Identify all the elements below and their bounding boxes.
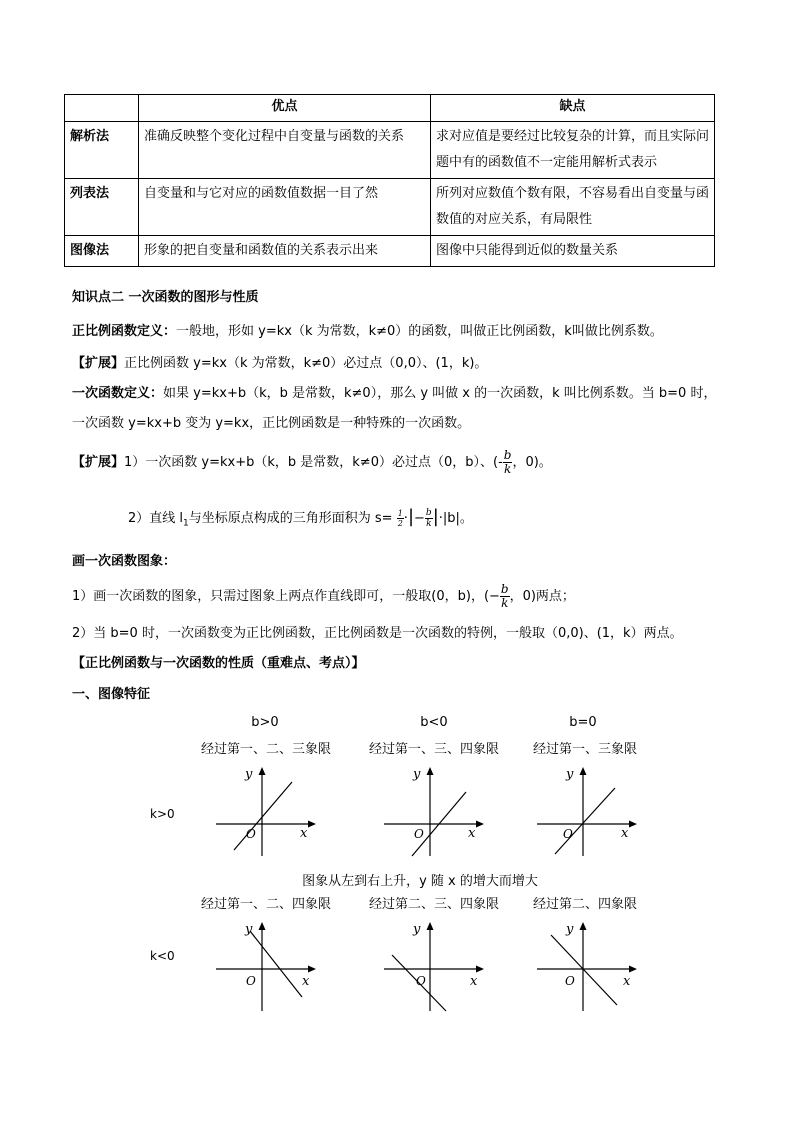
extension-1 [72,354,487,374]
y-axis-label: y [566,767,574,782]
fraction-numerator: b [503,448,512,462]
definition-text: 一般地，形如 y=kx（k 为常数，k≠0）的函数，叫做正比例函数，k叫做比例系数。 [176,324,663,339]
fraction-denominator: k [501,596,509,610]
graph-kpos-bzero [533,762,643,860]
fraction-b-over-k [500,583,510,610]
origin-label: O [246,974,256,988]
comparison-table [64,94,715,267]
properties-title-b: 重难点、考点 [267,656,346,671]
fraction-half [397,509,404,528]
origin-label: O [246,827,256,841]
b-label: b>0 [251,715,279,730]
k-positive-label: k>0 [150,807,175,821]
graph-kneg-bzero [533,917,643,1015]
section-title: 知识点二 一次函数的图形与性质 [72,290,259,305]
b-label: b<0 [420,715,448,730]
origin-label: O [565,974,575,988]
definition-label: 正比例函数定义： [72,324,177,339]
area-formula: 2）直线 $l_1$与坐标原点构成的三角形面积为 s= $\frac{1}{2}$ ·|− $\frac{b}{k}$ |·|b|。 [128,506,473,529]
method-con: 求对应值是要经过比较复杂的计算，而且实际问题中有的函数值不一定能用解析式表示 [431,122,715,179]
area-tail: ·|b|。 [438,511,473,526]
table-header-row [65,95,715,122]
x-axis-label: x [468,826,476,841]
proportional-definition [72,322,663,342]
method-con: 所列对应数值个数有限，不容易看出自变量与函数值的对应关系，有局限性 [431,179,715,236]
k-negative-label: k<0 [150,949,175,963]
fraction-b-over-k-small [425,508,433,529]
feature-title: 一、图像特征 [72,687,151,702]
properties-title-c: ）】 [345,656,365,671]
x-axis-label: x [300,826,308,841]
draw-step-1-text: 1）画一次函数的图象，只需过图象上两点作直线即可，一般取(0，b)，(− [72,589,500,604]
draw-step-2: 2）当 b=0 时，一次函数变为正比例函数，正比例函数是一次函数的特例，一般取（0,0)、(1，k）两点。 [72,626,683,641]
y-axis-label: y [413,922,421,937]
fraction-denominator: k [503,462,512,476]
graph-kneg-bpos [212,917,322,1015]
quadrant-caption: 经过第二、四象限 [532,897,637,912]
b-label: b=0 [569,715,597,730]
linear-definition-cont: 一次函数 y=kx+b 变为 y=kx，正比例函数是一种特殊的一次函数。 [72,416,471,431]
k-positive-summary: 图象从左到右上升，y 随 x 的增大而增大 [302,874,538,889]
extension-2 [72,448,552,478]
quadrant-caption: 经过第一、二、四象限 [200,897,331,912]
properties-title-a: 【正比例函数与一次函数的性质（ [72,656,268,671]
fraction-numerator: b [425,508,432,518]
table-row [65,236,715,267]
graph-kneg-bneg [380,917,490,1015]
definition-text: 如果 y=kx+b（k，b 是常数，k≠0），那么 y 叫做 x 的一次函数，k 叫比例系数。当 b=0 时， [163,386,717,401]
extension-text: 正比例函数 y=kx（k 为常数，k≠0）必过点（0,0）、(1，k)。 [124,356,488,371]
method-name: 图像法 [65,236,139,267]
area-text-2: 与坐标原点构成的三角形面积为 s= [188,511,393,526]
fraction-denominator: 2 [397,519,403,528]
draw-step-1-tail: ，0)两点； [509,589,575,604]
y-axis-label: y [245,922,253,937]
quadrant-caption: 经过第二、三、四象限 [368,897,499,912]
fraction-numerator: 1 [397,509,403,518]
quadrant-caption: 经过第一、二、三象限 [200,742,331,757]
minus-sign: − [414,511,425,526]
properties-title [72,654,365,674]
y-axis-label: y [413,767,421,782]
x-axis-label: x [302,974,310,989]
method-pro: 形象的把自变量和函数值的关系表示出来 [139,236,431,267]
draw-step-1 [72,582,575,612]
graph-kpos-bneg [380,762,490,860]
extension-label: 【扩展】 [72,455,125,470]
method-name: 解析法 [65,122,139,179]
extension-text: 1）一次函数 y=kx+b（k，b 是常数，k≠0）必过点（0，b）、(- [124,455,503,470]
definition-label: 一次函数定义： [72,386,164,401]
method-name: 列表法 [65,179,139,236]
graph-kpos-bpos [212,762,322,860]
y-axis-label: y [245,767,253,782]
x-axis-label: x [623,974,631,989]
x-axis-label: x [621,826,629,841]
x-axis-label: x [470,974,478,989]
origin-label: O [563,827,573,841]
extension-label: 【扩展】 [72,356,125,371]
table-row [65,179,715,236]
extension-text-tail: ，0)。 [512,455,552,470]
y-axis-label: y [566,922,574,937]
fraction-denominator: k [426,519,432,529]
dot: · [403,511,408,526]
area-text: 2）直线 l [128,511,184,526]
origin-label: O [414,827,424,841]
table-header-pro: 优点 [139,95,431,122]
origin-label: O [416,974,426,988]
table-row [65,122,715,179]
method-con: 图像中只能得到近似的数量关系 [431,236,715,267]
quadrant-caption: 经过第一、三象限 [532,742,637,757]
table-header-con: 缺点 [431,95,715,122]
draw-title: 画一次函数图象： [72,554,177,569]
linear-definition [72,384,716,404]
subscript: 1 [183,518,189,529]
method-pro: 准确反映整个变化过程中自变量与函数的关系 [139,122,431,179]
quadrant-caption: 经过第一、三、四象限 [368,742,499,757]
method-pro: 自变量和与它对应的函数值数据一目了然 [139,179,431,236]
table-header-empty [65,95,139,122]
fraction-b-over-k [503,449,513,476]
fraction-numerator: b [500,582,509,596]
